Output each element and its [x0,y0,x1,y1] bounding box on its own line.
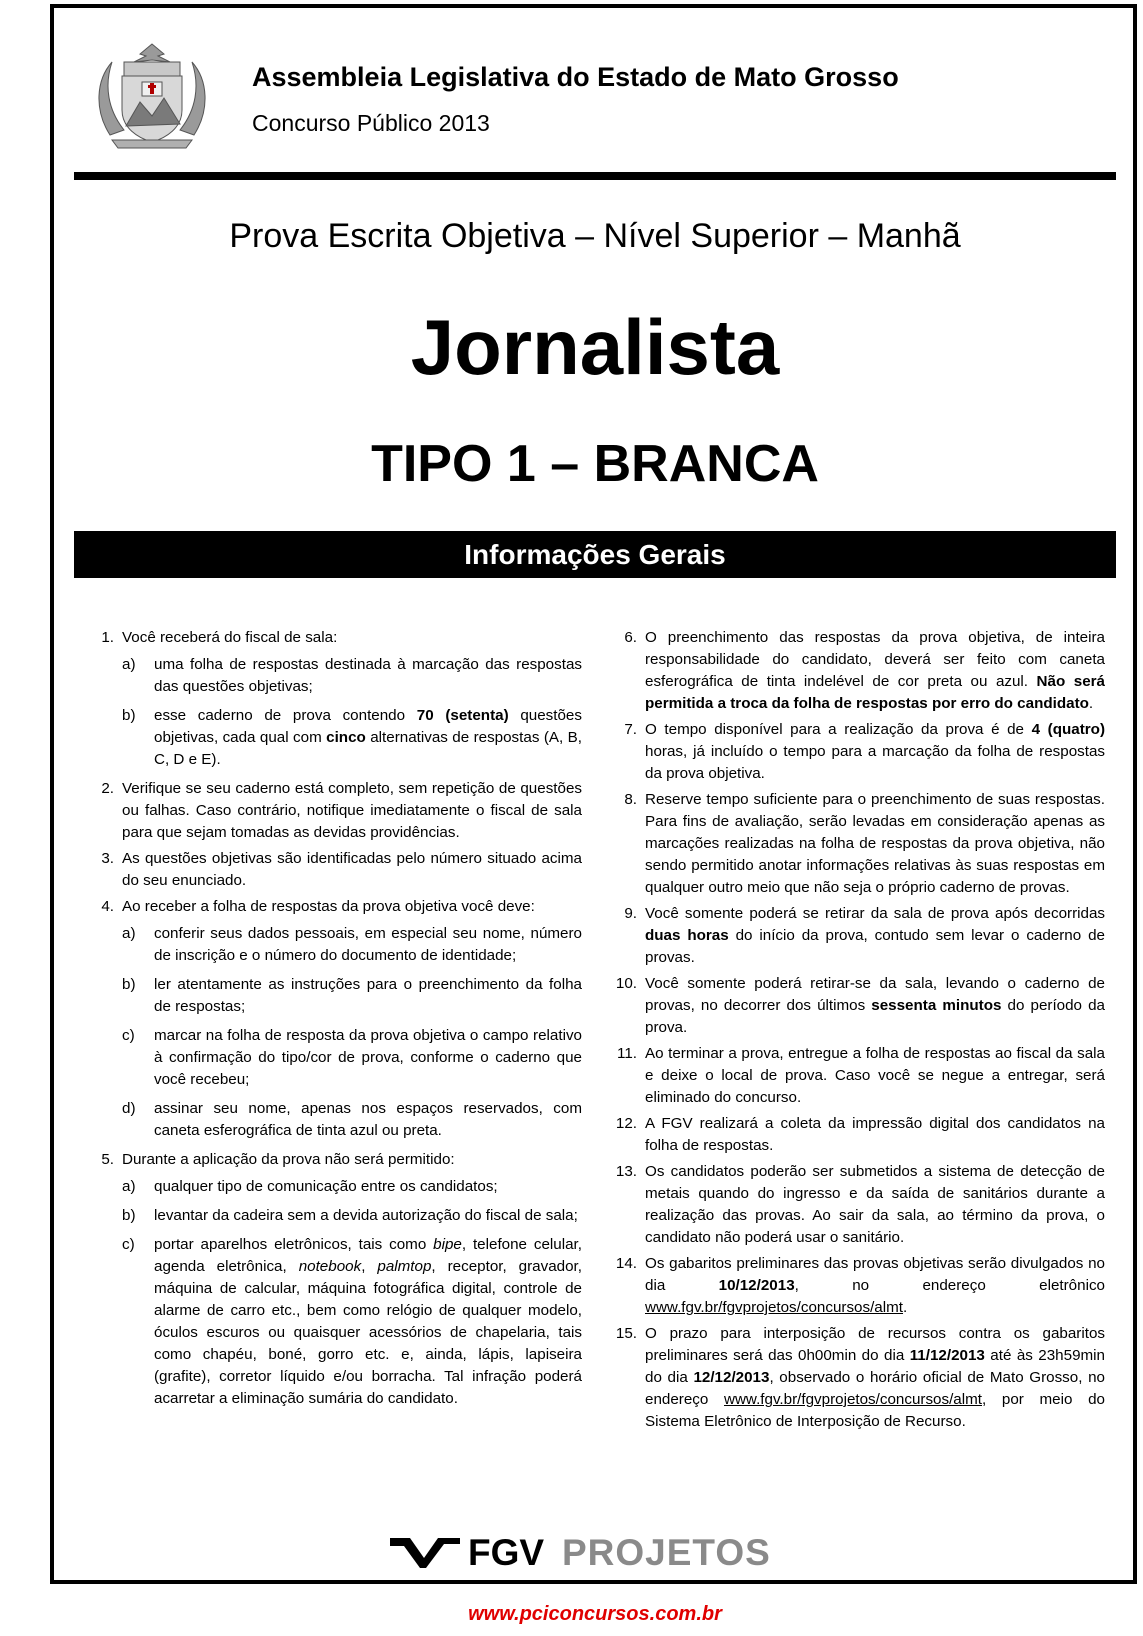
institution-name: Assembleia Legislativa do Estado de Mato Grosso [252,62,899,92]
logo-projetos-text: PROJETOS [562,1532,771,1573]
sub-item-1b [122,705,582,771]
results-link[interactable]: www.fgv.br/fgvprojetos/concursos/almt [645,1299,904,1316]
device-term: palmtop [377,1258,432,1275]
item-number: 13. [615,1163,637,1180]
instruction-item-10 [607,973,1105,1039]
item-emphasis: sessenta minutos [871,997,1002,1014]
item-text: O prazo para interposição de recursos contra os gabaritos preliminares será das 0h00min do dia [645,1325,1105,1364]
item-number: 9. [624,905,637,922]
instruction-item-9 [607,903,1105,969]
instructions-right-column [607,627,1105,1437]
item-text: Você receberá do fiscal de sala: [122,629,338,646]
item-text: Os candidatos poderão ser submetidos a sistema de detecção de metais quando do ingresso e da saída de sanitários durante a realização das provas. Ao sair da sala, ao término da prova, o candidato não poderá usar o sanitário. [645,1163,1105,1246]
item-number: 4. [101,898,114,915]
exam-type-heading: Prova Escrita Objetiva – Nível Superior – Manhã [229,217,961,255]
item-text: horas, já incluído o tempo para a marcação da folha de respostas da prova objetiva. [645,743,1105,782]
instruction-item-8 [607,789,1105,899]
sub-item-text: conferir seus dados pessoais, em especial seu nome, número de inscrição e o número do documento de identidade; [154,925,582,964]
release-date: 10/12/2013 [718,1277,795,1294]
contest-subtitle: Concurso Público 2013 [252,110,490,136]
item-number: 12. [615,1115,637,1132]
item-text: . [903,1299,908,1316]
sub-item-text: questões objetivas, cada qual com [154,707,582,746]
sub-item-text: , receptor, gravador, máquina de calcular, máquina fotográfica digital, controle de alarme de carro etc., bem como relógio de qualquer modelo, óculos escuros ou quaisquer acessórios de chapelaria, tais como chapéu, boné, gorro etc. e, ainda, lápis, lapiseira (grafite), corretor líquido e/ou borracha. Tal infração poderá acarretar a eliminação sumária do candidato. [154,1258,582,1407]
sub-item-letter: b) [122,1207,136,1224]
item-text: Durante a aplicação da prova não será permitido: [122,1151,455,1168]
item-number: 15. [615,1325,637,1342]
item-text: Ao receber a folha de respostas da prova objetiva você deve: [122,898,535,915]
instructions-left-column [84,627,582,1417]
item-text: Os gabaritos preliminares das provas objetivas serão divulgados no dia [645,1255,1105,1294]
item-text: , por meio do Sistema Eletrônico de Interposição de Recurso. [645,1391,1105,1430]
appeals-link[interactable]: www.fgv.br/fgvprojetos/concursos/almt [724,1391,983,1408]
sub-item-letter: a) [122,656,136,673]
alternatives-count: cinco [326,729,366,746]
item-emphasis: duas horas [645,927,729,944]
test-version: TIPO 1 – BRANCA [371,435,819,493]
instruction-item-12 [607,1113,1105,1157]
source-website[interactable]: www.pciconcursos.com.br [468,1603,722,1625]
item-text: O tempo disponível para a realização da prova é de [645,721,1032,738]
item-text: Você somente poderá se retirar da sala de prova após decorridas [645,905,1105,922]
item-emphasis: Não será permitida a troca da folha de respostas por erro do candidato [645,673,1106,712]
sub-item-letter: b) [122,976,136,993]
sub-item-4b [122,974,582,1018]
logo-fgv-text: FGV [468,1532,545,1573]
sub-item-letter: a) [122,1178,136,1195]
device-term: notebook [298,1258,362,1275]
sub-item-5c [122,1234,582,1410]
item-number: 2. [101,780,114,797]
item-emphasis: 4 (quatro) [1031,721,1106,738]
sub-item-letter: d) [122,1100,136,1117]
sub-item-text: portar aparelhos eletrônicos, tais como [154,1236,434,1253]
sub-item-text: esse caderno de prova contendo [154,707,417,724]
item-text: As questões objetivas são identificadas pelo número situado acima do seu enunciado. [122,850,582,889]
section-title-bar: Informações Gerais [74,531,1116,578]
fgv-chevron-logo-icon [390,1536,460,1570]
sub-item-letter: c) [122,1027,135,1044]
item-number: 8. [624,791,637,808]
item-text: Verifique se seu caderno está completo, sem repetição de questões ou falhas. Caso contrário, notifique imediatamente o fiscal de sala para que sejam tomadas as devidas providências. [122,780,582,841]
instruction-item-5 [84,1149,582,1410]
sub-item-text: uma folha de respostas destinada à marcação das respostas das questões objetivas; [154,656,582,695]
item-text: do início da prova, contudo sem levar o caderno de provas. [645,927,1105,966]
sub-item-4c [122,1025,582,1091]
item-text: Você somente poderá retirar-se da sala, levando o caderno de provas, no decorrer dos últimos [645,975,1105,1014]
item-text: até às 23h59min do dia [645,1347,1105,1386]
sub-item-letter: a) [122,925,136,942]
job-title: Jornalista [410,303,780,391]
instruction-item-11 [607,1043,1105,1109]
item-text: do período da prova. [645,997,1105,1036]
instruction-item-3 [84,848,582,892]
item-text: , no endereço eletrônico [794,1277,1105,1294]
item-text: . [1088,695,1094,712]
fgv-projetos-logo [390,1530,810,1576]
item-text: A FGV realizará a coleta da impressão digital dos candidatos na folha de respostas. [645,1115,1105,1154]
appeal-end-date: 12/12/2013 [693,1369,770,1386]
state-coat-of-arms-icon [90,40,214,150]
sub-item-5b [122,1205,582,1227]
instruction-item-2 [84,778,582,844]
sub-item-text: , telefone celular, agenda eletrônica, [154,1236,582,1275]
sub-item-5a [122,1176,582,1198]
sub-item-text: levantar da cadeira sem a devida autorização do fiscal de sala; [154,1207,578,1224]
instruction-item-13 [607,1161,1105,1249]
sub-item-letter: b) [122,707,136,724]
instruction-item-6 [607,627,1105,715]
instruction-item-1 [84,627,582,771]
item-number: 5. [101,1151,114,1168]
sub-item-4a [122,923,582,967]
appeal-start-date: 11/12/2013 [909,1347,985,1364]
item-text: , observado o horário oficial de Mato Grosso, no endereço [645,1369,1105,1408]
sub-item-text: , [361,1258,378,1275]
item-number: 10. [615,975,637,992]
item-number: 6. [624,629,637,646]
item-number: 3. [101,850,114,867]
item-text: Reserve tempo suficiente para o preenchimento de suas respostas. Para fins de avaliação, serão levadas em consideração apenas as marcações realizadas na folha de respostas da prova objetiva, não sendo permitido anotar informações relativas às suas respostas em qualquer outro meio que não seja o próprio caderno de provas. [645,791,1105,896]
instruction-item-7 [607,719,1105,785]
item-text: Ao terminar a prova, entregue a folha de respostas ao fiscal da sala e deixe o local de prova. Caso você se negue a entregar, será eliminado do concurso. [645,1045,1105,1106]
sub-item-1a [122,654,582,698]
instruction-item-4 [84,896,582,1142]
sub-item-letter: c) [122,1236,135,1253]
question-count: 70 (setenta) [416,707,509,724]
instruction-item-14 [607,1253,1105,1319]
sub-item-text: ler atentamente as instruções para o preenchimento da folha de respostas; [154,976,582,1015]
item-number: 11. [617,1045,637,1062]
item-number: 7. [624,721,637,738]
sub-item-text: assinar seu nome, apenas nos espaços reservados, com caneta esferográfica de tinta azul ou preta. [154,1100,582,1139]
sub-item-4d [122,1098,582,1142]
device-term: bipe [433,1236,462,1253]
header-divider [74,172,1116,180]
sub-item-text: marcar na folha de resposta da prova objetiva o campo relativo à confirmação do tipo/cor de prova, conforme o caderno que você recebeu; [154,1027,582,1088]
item-number: 1. [101,629,114,646]
instruction-item-15 [607,1323,1105,1433]
sub-item-text: alternativas de respostas (A, B, C, D e E). [154,729,582,768]
sub-item-text: qualquer tipo de comunicação entre os candidatos; [154,1178,498,1195]
item-number: 14. [615,1255,637,1272]
item-text: O preenchimento das respostas da prova objetiva, de inteira responsabilidade do candidato, deverá ser feito com caneta esferográfica de tinta indelével de cor preta ou azul. [645,629,1105,690]
